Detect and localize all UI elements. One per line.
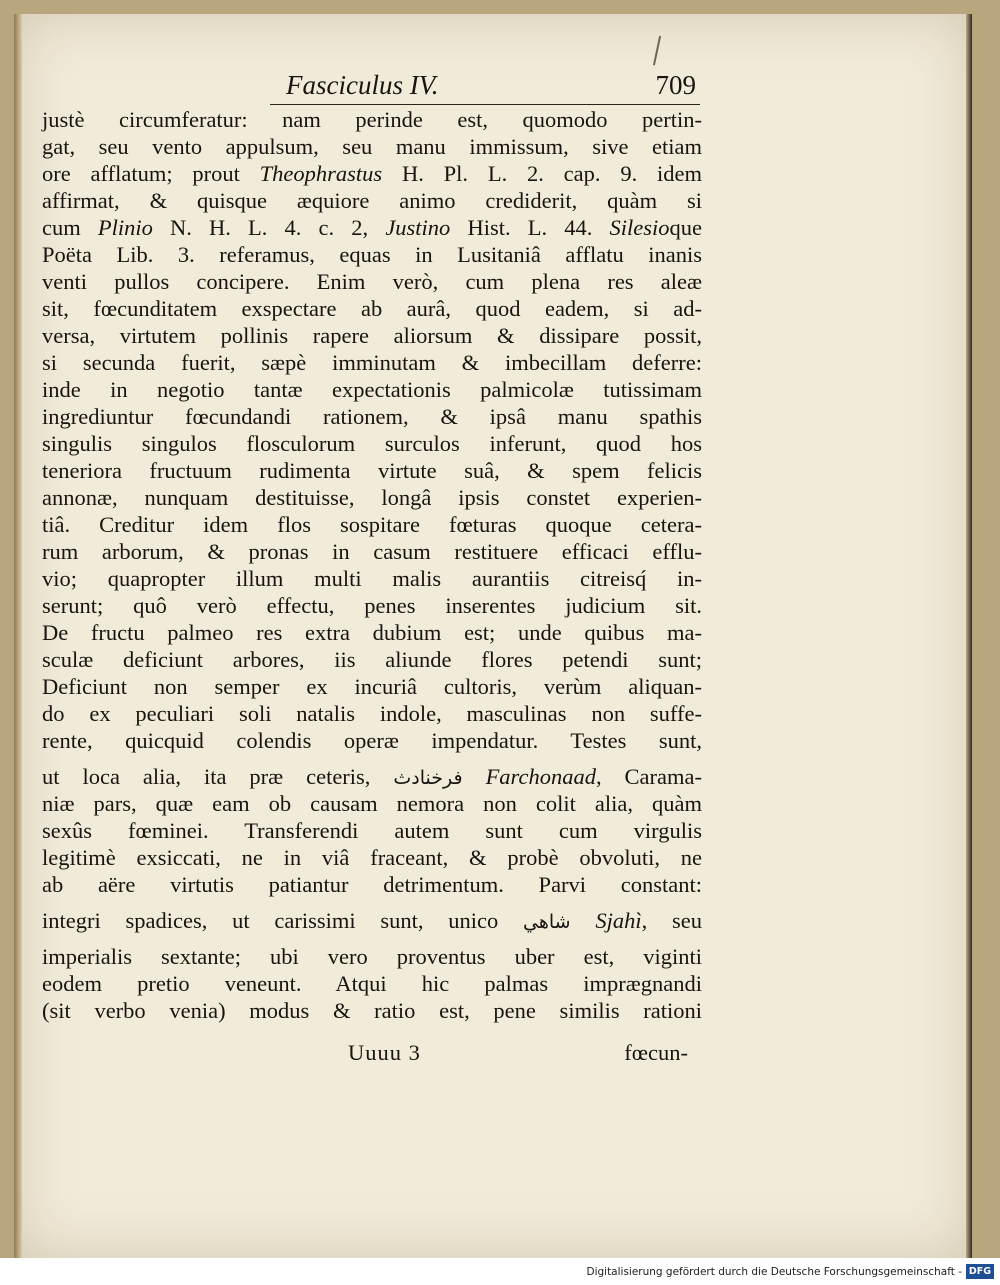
text-line: imperialis sextante; ubi vero proventus uber est, viginti (42, 944, 702, 969)
attribution-bar (0, 1258, 1000, 1285)
text-line: affirmat, & quisque æquiore animo crediderit, quàm si (42, 188, 702, 213)
text-line: Deficiunt non semper ex incuriâ cultoris, verùm aliquan- (42, 674, 702, 699)
text-line: sculæ deficiunt arbores, iis aliunde flores petendi sunt; (42, 647, 702, 672)
text-line: cum Plinio N. H. L. 4. c. 2, Justino Hist. L. 44. Silesioque (42, 215, 702, 240)
text-line: ingrediuntur fœcundandi rationem, & ipsâ manu spathis (42, 404, 702, 429)
text-line: venti pullos concipere. Enim verò, cum plena res aleæ (42, 269, 702, 294)
signature-mark: Uuuu 3 (348, 1040, 421, 1065)
text-line: sexûs fœminei. Transferendi autem sunt cum virgulis (42, 818, 702, 843)
page-number: 709 (655, 70, 696, 100)
text-line: inde in negotio tantæ expectationis palmicolæ tutissimam (42, 377, 702, 402)
text-line: tiâ. Creditur idem flos sospitare fœturas quoque cetera- (42, 512, 702, 537)
text-line: legitimè exsiccati, ne in viâ fraceant, & probè obvoluti, ne (42, 845, 702, 870)
dfg-logo: DFG (966, 1264, 994, 1279)
text-line: eodem pretio veneunt. Atqui hic palmas imprægnandi (42, 971, 702, 996)
catchword: fœcun- (624, 1040, 688, 1065)
text-line: ab aëre virtutis patiantur detrimentum. Parvi constant: (42, 872, 702, 897)
header-rule (270, 104, 700, 105)
text-line: do ex peculiari soli natalis indole, masculinas non suffe- (42, 701, 702, 726)
main-text (42, 106, 702, 1024)
text-line: De fructu palmeo res extra dubium est; unde quibus ma- (42, 620, 702, 645)
pencil-mark (653, 36, 665, 67)
text-line: versa, virtutem pollinis rapere aliorsum & dissipare possit, (42, 323, 702, 348)
text-line: gat, seu vento appulsum, seu manu immissum, sive etiam (42, 134, 702, 159)
text-line: integri spadices, ut carissimi sunt, unico شاهي Sjahì, seu (42, 908, 703, 933)
page-edge-left (14, 14, 22, 1258)
text-line: ut loca alia, ita præ ceteris, فرخنادث Farchonaad, Carama- (42, 764, 703, 789)
signature-line (348, 1040, 688, 1070)
text-line: vio; quapropter illum multi malis aurantiis citreisq́ in- (42, 566, 702, 591)
running-title: Fasciculus IV. (286, 70, 439, 100)
text-line: (sit verbo venia) modus & ratio est, pene similis rationi (42, 998, 702, 1023)
text-line: sit, fœcunditatem exspectare ab aurâ, quod eadem, si ad- (42, 296, 702, 321)
text-line: teneriora fructuum rudimenta virtute suâ, & spem felicis (42, 458, 702, 483)
text-line: rente, quicquid colendis operæ impendatur. Testes sunt, (42, 728, 702, 753)
page-edge-right (966, 14, 972, 1258)
attribution-text: Digitalisierung gefördert durch die Deutsche Forschungsgemeinschaft - (586, 1266, 962, 1278)
text-line: ore afflatum; prout Theophrastus H. Pl. L. 2. cap. 9. idem (42, 161, 702, 186)
text-line: annonæ, nunquam destituisse, longâ ipsis constet experien- (42, 485, 702, 510)
text-line: justè circumferatur: nam perinde est, quomodo pertin- (42, 107, 702, 132)
text-line: Poëta Lib. 3. referamus, equas in Lusitaniâ afflatu inanis (42, 242, 702, 267)
text-line: niæ pars, quæ eam ob causam nemora non colit alia, quàm (42, 791, 702, 816)
text-line: serunt; quô verò effectu, penes inserentes judicium sit. (42, 593, 702, 618)
text-line: si secunda fuerit, sæpè imminutam & imbecillam deferre: (42, 350, 702, 375)
text-line: rum arborum, & pronas in casum restituere efficaci efflu- (42, 539, 702, 564)
text-line: singulis singulos flosculorum surculos inferunt, quod hos (42, 431, 702, 456)
running-head (270, 70, 700, 104)
